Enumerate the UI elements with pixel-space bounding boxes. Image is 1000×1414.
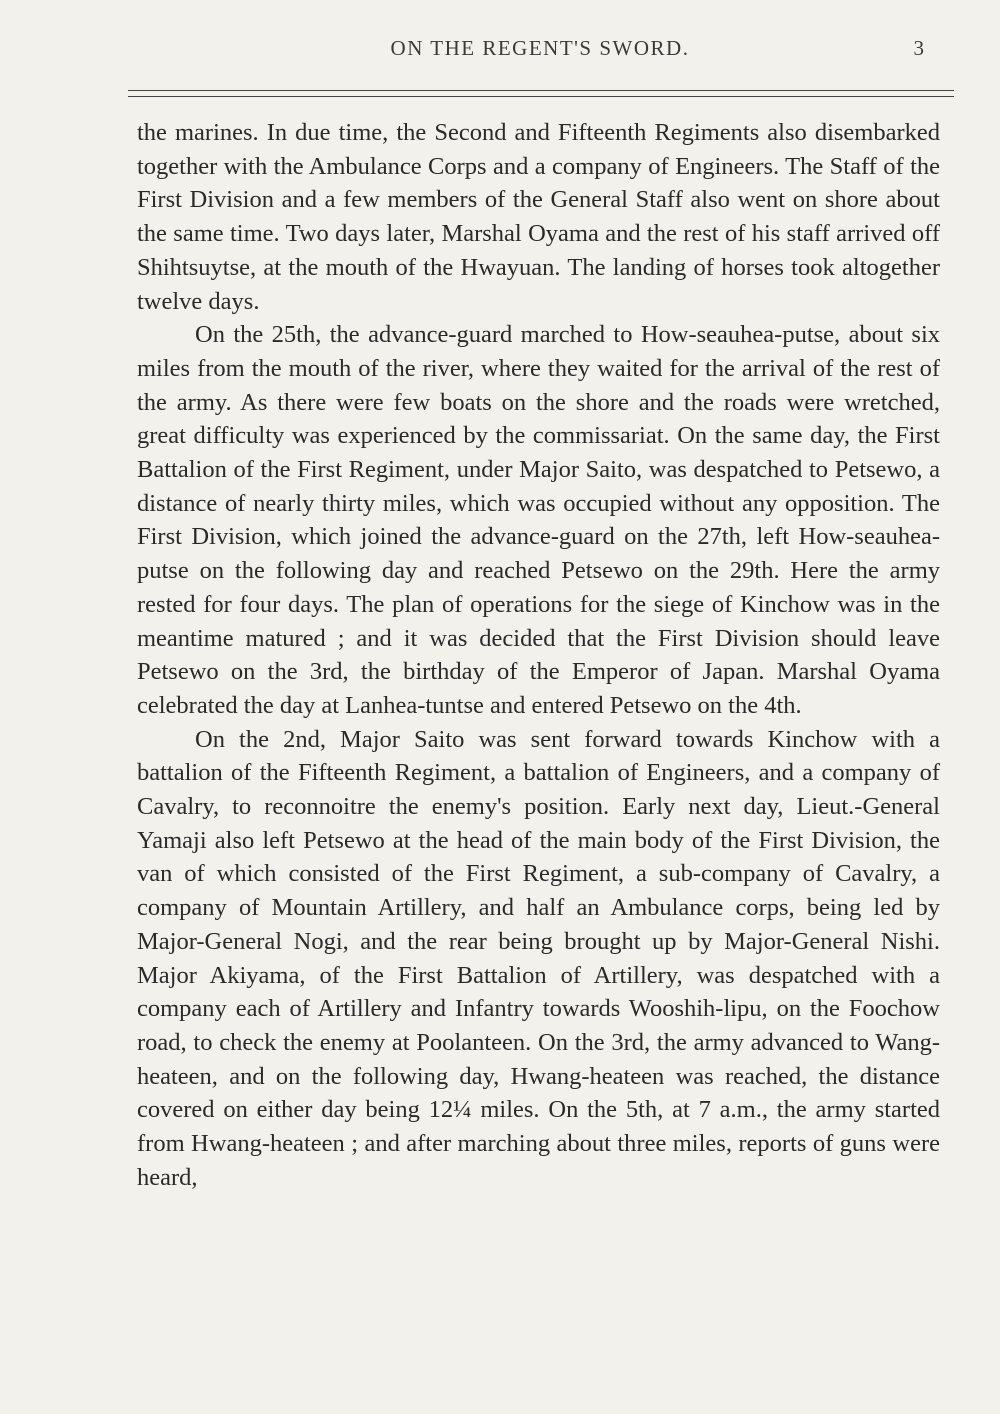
paragraph-3: On the 2nd, Major Saito was sent forward towards Kinchow with a battalion of the Fifteenth Regiment, a battalion of Engineers, and a company of Cavalry, to reconnoitre the enemy's position. Early next day, Lieut.-General Yamaji also left Petsewo at the head of the main body of the First Division, the van of which consisted of the First Regiment, a sub-company of Cavalry, a company of Mountain Artillery, and half an Ambulance corps, being led by Major-General Nogi, and the rear being brought up by Major-General Nishi. Major Akiyama, of the First Battalion of Artillery, was despatched with a company each of Artillery and Infantry towards Wooshih-lipu, on the Foochow road, to check the enemy at Poolanteen. On the 3rd, the army advanced to Wang-heateen, and on the following day, Hwang-heateen was reached, the distance covered on either day being 12¼ miles. On the 5th, at 7 a.m., the army started from Hwang-heateen ; and after marching about three miles, reports of guns were heard,: [137, 725, 940, 1191]
header-rule-top: [128, 90, 954, 91]
page-number: 3: [913, 36, 924, 60]
header-rule-bottom: [128, 96, 954, 97]
running-head-title: ON THE REGENT'S SWORD.: [390, 36, 690, 60]
running-head: [0, 36, 1000, 70]
paragraph-1: the marines. In due time, the Second and Fifteenth Regiments also disembarked together with the Ambulance Corps and a company of Engineers. The Staff of the First Division and a few members of the General Staff also went on shore about the same time. Two days later, Marshal Oyama and the rest of his staff arrived off Shihtsuytse, at the mouth of the Hwayuan. The landing of horses took altogether twelve days.: [137, 119, 940, 315]
body-text: [137, 116, 940, 1195]
paragraph-2: On the 25th, the advance-guard marched to How-seauhea-putse, about six miles from the mouth of the river, where they waited for the arrival of the rest of the army. As there were few boats on the shore and the roads were wretched, great difficulty was experienced by the commissariat. On the same day, the First Battalion of the First Regiment, under Major Saito, was despatched to Petsewo, a distance of nearly thirty miles, which was occupied without any opposition. The First Division, which joined the advance-guard on the 27th, left How-seauhea-putse on the following day and reached Petsewo on the 29th. Here the army rested for four days. The plan of operations for the siege of Kinchow was in the meantime matured ; and it was decided that the First Division should leave Petsewo on the 3rd, the birthday of the Emperor of Japan. Marshal Oyama celebrated the day at Lanhea-tuntse and entered Petsewo on the 4th.: [137, 321, 940, 719]
